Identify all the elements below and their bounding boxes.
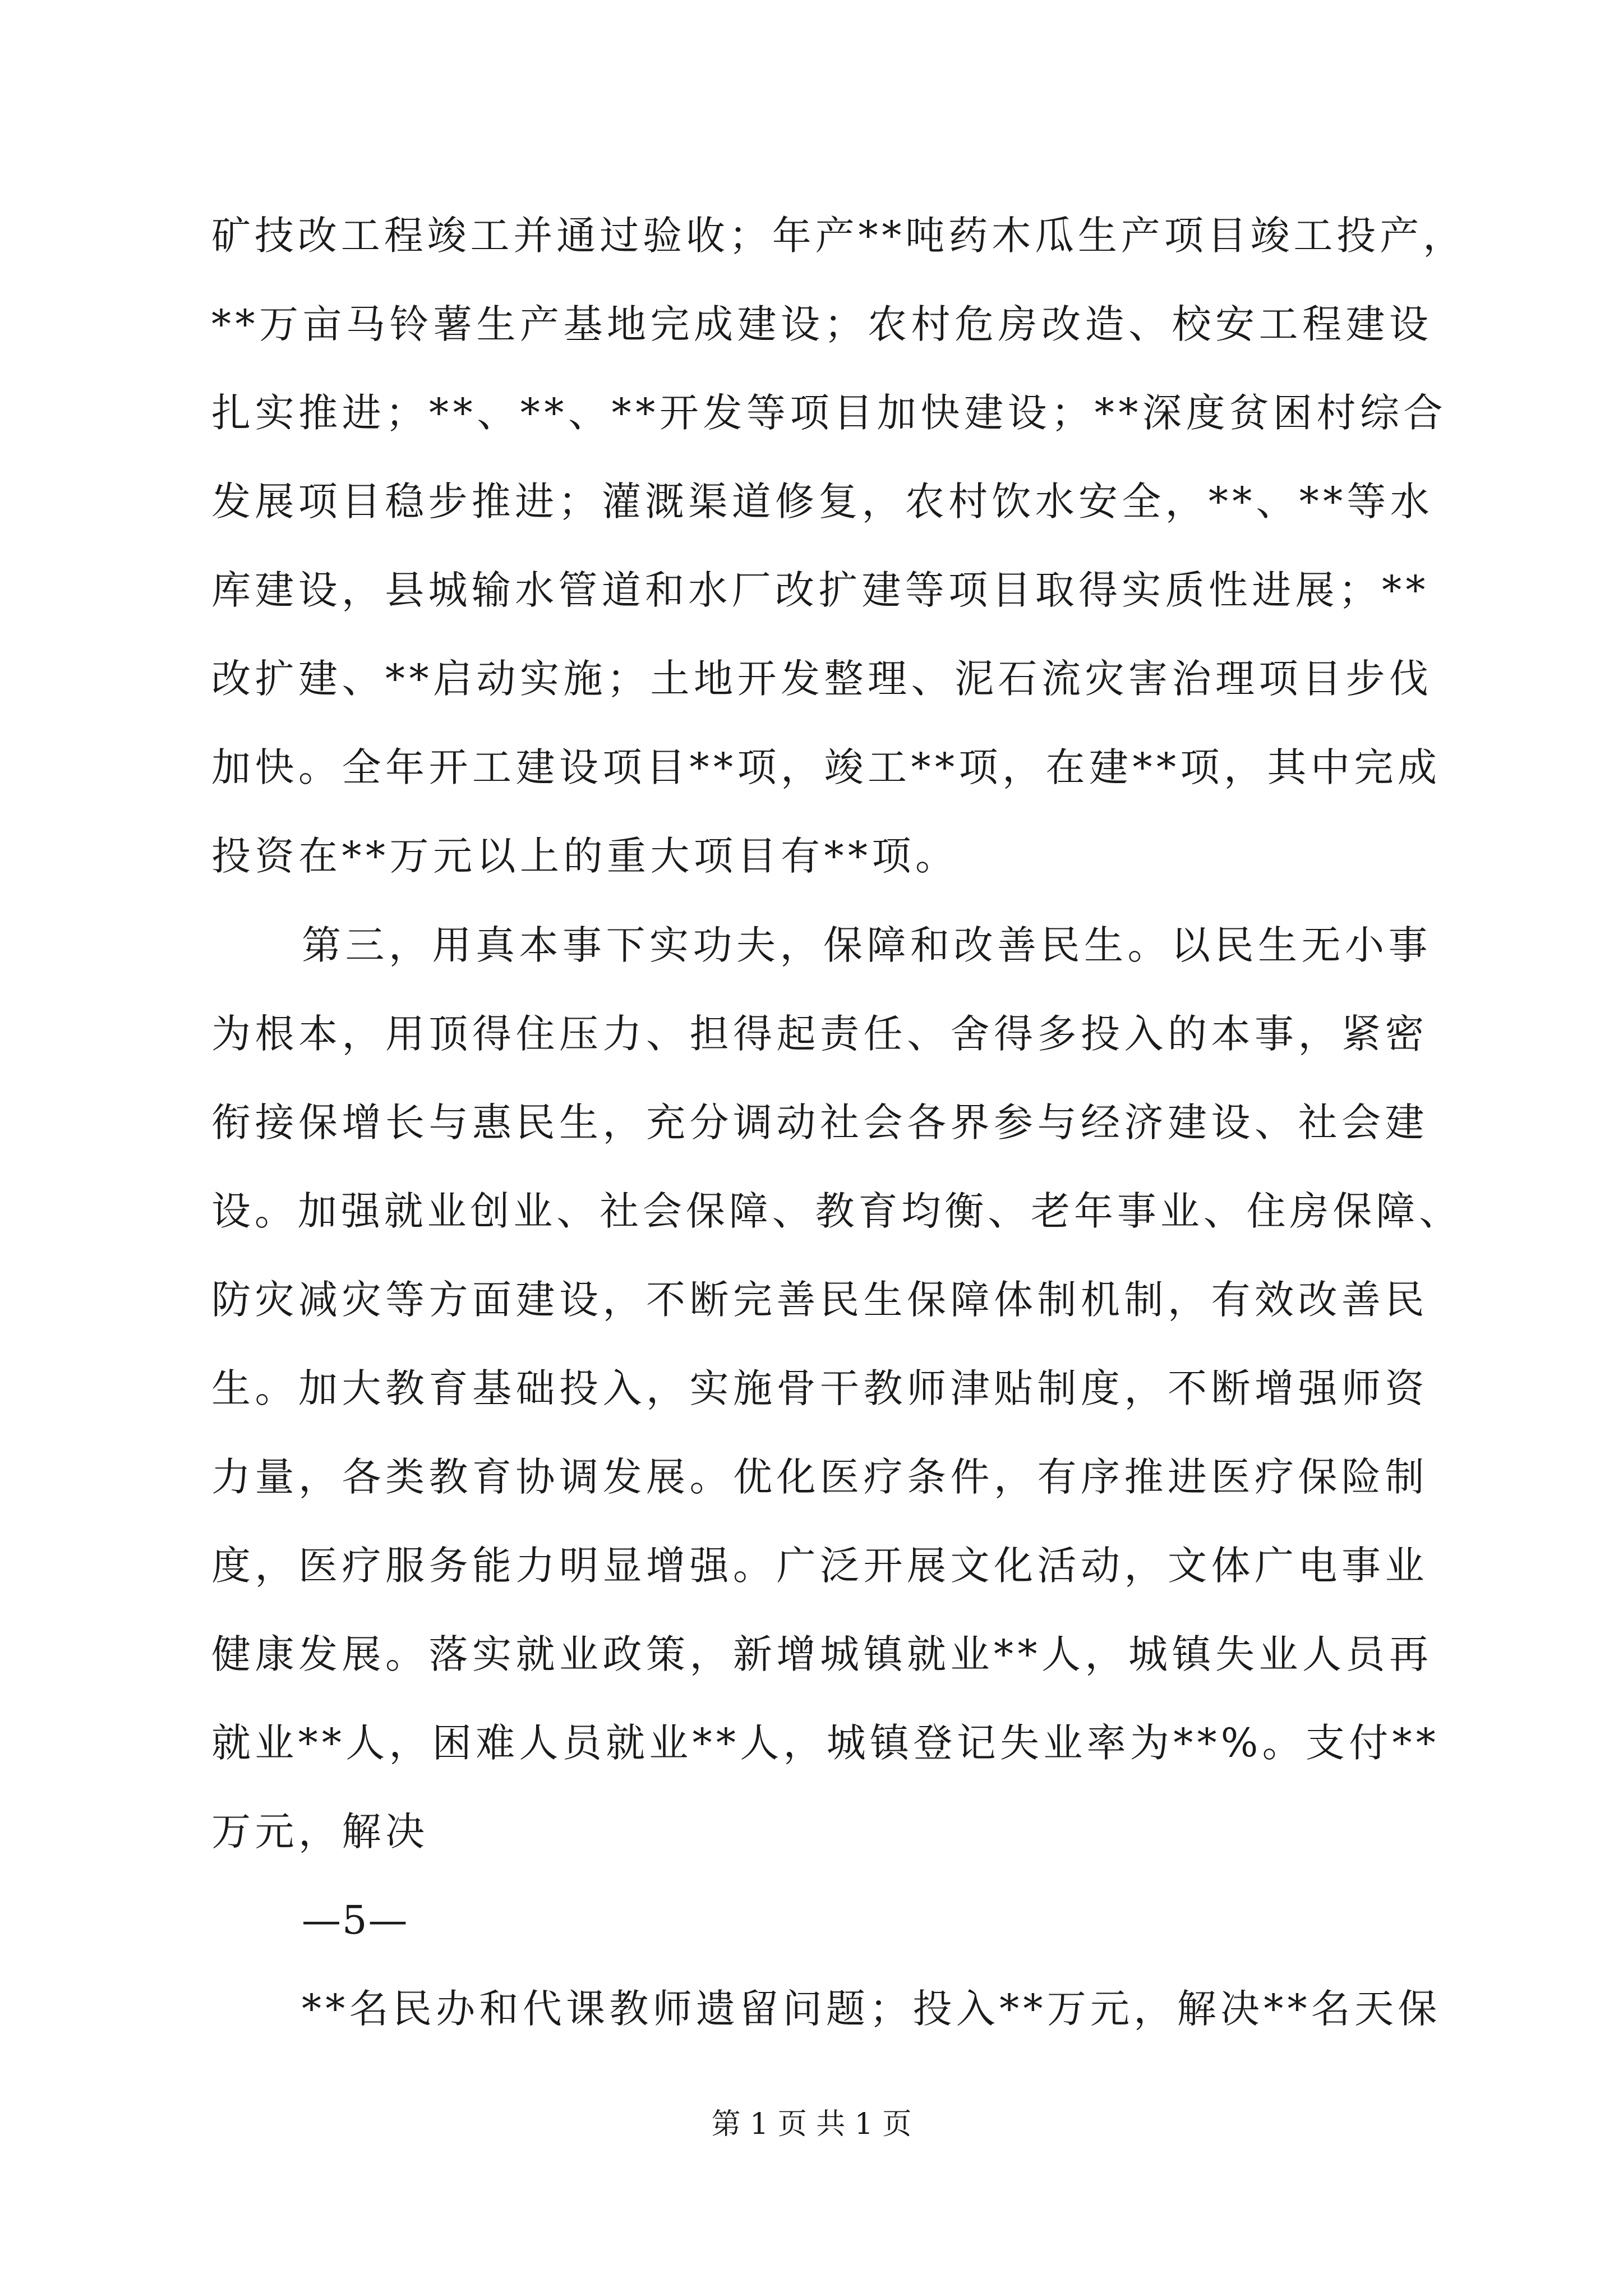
paragraph-heading: 第三，用真本事下实功夫，保障和改善民生。以民生无小事 [302,922,1432,968]
body-line: 设。加强就业创业、社会保障、教育均衡、老年事业、住房保障、 [211,1188,1463,1234]
body-line: 健康发展。落实就业政策，新增城镇就业**人，城镇失业人员再 [211,1631,1433,1677]
body-line: 加快。全年开工建设项目**项，竣工**项，在建**项，其中完成 [211,744,1441,790]
body-line: 发展项目稳步推进；灌溉渠道修复，农村饮水安全，**、**等水 [211,478,1433,524]
page-footer: 第 1 页 共 1 页 [711,2108,912,2141]
body-line: 生。加大教育基础投入，实施骨干教师津贴制度，不断增强师资 [211,1365,1428,1411]
page-number-marker: —5— [302,1897,409,1943]
body-line: 度，医疗服务能力明显增强。广泛开展文化活动，文体广电事业 [211,1543,1428,1589]
body-line: 投资在**万元以上的重大项目有**项。 [211,833,959,879]
body-line: 库建设，县城输水管道和水厂改扩建等项目取得实质性进展；** [211,567,1430,613]
body-line: 改扩建、**启动实施；土地开发整理、泥石流灾害治理项目步伐 [211,656,1433,702]
body-line: **万亩马铃薯生产基地完成建设；农村危房改造、校安工程建设 [211,301,1433,347]
body-line: 扎实推进；**、**、**开发等项目加快建设；**深度贫困村综合 [211,390,1447,436]
body-line: 矿技改工程竣工并通过验收；年产**吨药木瓜生产项目竣工投产， [211,213,1466,259]
body-line: 就业**人，困难人员就业**人，城镇登记失业率为**%。支付** [211,1720,1440,1766]
body-line: 万元，解决 [211,1809,429,1855]
body-line: 为根本，用顶得住压力、担得起责任、舍得多投入的本事，紧密 [211,1011,1428,1057]
body-line: 衔接保增长与惠民生，充分调动社会各界参与经济建设、社会建 [211,1099,1428,1145]
body-line: 力量，各类教育协调发展。优化医疗条件，有序推进医疗保险制 [211,1454,1428,1500]
body-line: 防灾减灾等方面建设，不断完善民生保障体制机制，有效改善民 [211,1277,1428,1323]
body-line: **名民办和代课教师遗留问题；投入**万元，解决**名天保 [302,1986,1441,2032]
